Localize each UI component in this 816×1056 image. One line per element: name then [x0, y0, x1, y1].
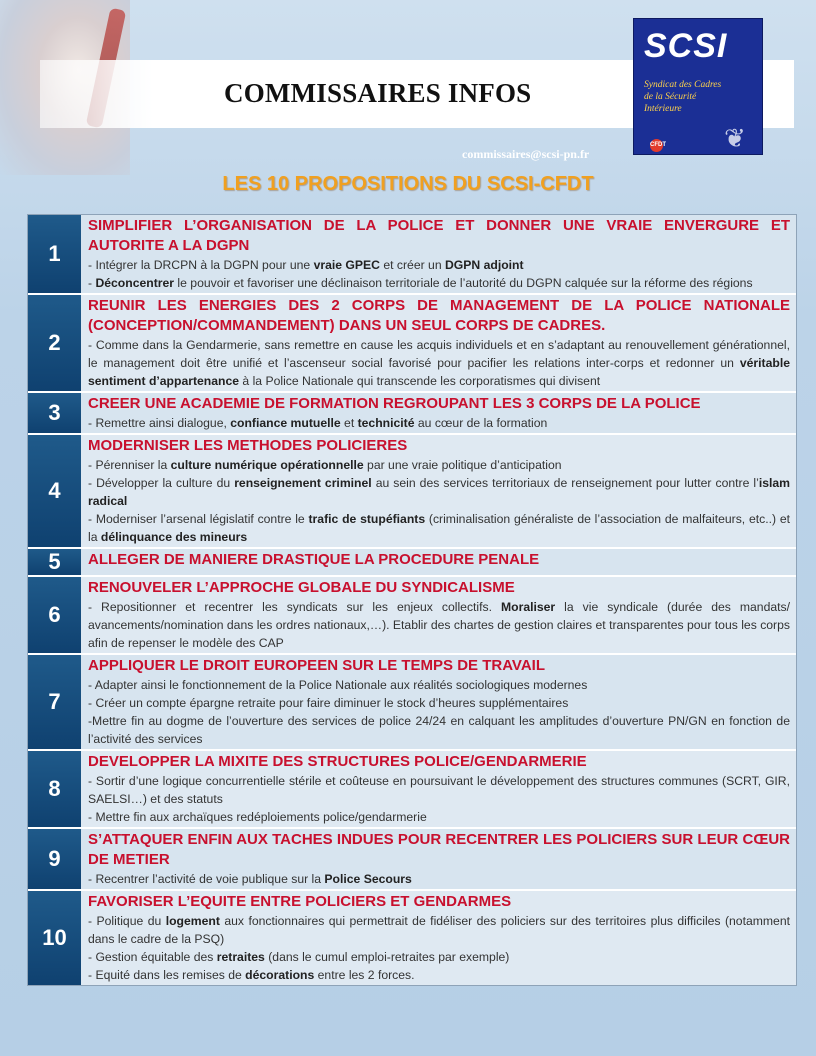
detail-text: (criminalisation généraliste de l’association de malfaiteurs, etc..) et la [88, 512, 791, 544]
proposition-detail [88, 274, 790, 292]
proposition-content [81, 435, 796, 547]
emphasis-text: renseignement criminel [234, 476, 372, 490]
emphasis-text: culture numérique opérationnelle [170, 458, 364, 472]
proposition-heading: CREER UNE ACADEMIE DE FORMATION REGROUPANT LES 3 CORPS DE LA POLICE [88, 395, 701, 412]
emphasis-text: islam radical [88, 476, 790, 508]
emphasis-text: décorations [245, 968, 315, 982]
detail-text: aux fonctionnaires qui permettrait de fidéliser des policiers sur des territoires plus difficiles (notamment dans le cadre de la PSQ) [88, 914, 790, 946]
proposition-detail [88, 808, 790, 826]
emphasis-text: délinquance des mineurs [100, 530, 248, 544]
proposition-detail [88, 414, 790, 432]
detail-text: - Repositionner et recentrer les syndicats sur les enjeux collectifs. [88, 600, 501, 614]
detail-text: - Recentrer l’activité de voie publique sur la [88, 872, 325, 886]
proposition-content [81, 891, 796, 985]
proposition-content [81, 655, 796, 749]
detail-text: -Mettre fin au dogme de l’ouverture des services de police 24/24 en calquant les amplitudes d’ouverture PN/GN en fonction de l’activité des services [88, 714, 790, 746]
detail-text: - Equité dans les remises de [88, 968, 246, 982]
proposition-heading: FAVORISER L’EQUITE ENTRE POLICIERS ET GENDARMES [88, 893, 512, 910]
proposition-heading: SIMPLIFIER L’ORGANISATION DE LA POLICE ET DONNER UNE VRAIE ENVERGURE ET AUTORITE A LA DGPN [88, 217, 790, 254]
proposition-row [28, 655, 796, 751]
detail-text: - Comme dans la Gendarmerie, sans remettre en cause les acquis individuels et en s’adaptant au renouvellement générationnel, le management doit être unifié et l’ascenseur social favorisé pour pacifier les relations inter-corps et redonner un [88, 338, 790, 370]
main-title: LES 10 PROPOSITIONS DU SCSI-CFDT [222, 173, 594, 195]
detail-text: - Adapter ainsi le fonctionnement de la Police Nationale aux réalités sociologiques modernes [88, 678, 588, 692]
proposition-content [81, 393, 796, 433]
detail-text: - Politique du [88, 914, 166, 928]
proposition-detail [88, 474, 790, 510]
proposition-number: 9 [28, 829, 81, 889]
proposition-row [28, 577, 796, 655]
proposition-row [28, 829, 796, 891]
proposition-detail [88, 694, 790, 712]
proposition-row [28, 393, 796, 435]
proposition-detail [88, 510, 790, 546]
proposition-detail [88, 456, 790, 474]
proposition-row [28, 549, 796, 577]
proposition-detail [88, 948, 790, 966]
cfdt-badge: CFDT [650, 139, 663, 152]
proposition-number: 5 [28, 549, 81, 575]
proposition-row [28, 295, 796, 393]
detail-text: entre les 2 forces. [314, 968, 415, 982]
detail-text: - Remettre ainsi dialogue, [88, 416, 231, 430]
proposition-heading: MODERNISER LES METHODES POLICIERES [88, 437, 408, 454]
contact-email[interactable]: commissaires@scsi-pn.fr [462, 147, 590, 161]
proposition-heading: APPLIQUER LE DROIT EUROPEEN SUR LE TEMPS DE TRAVAIL [88, 657, 545, 674]
detail-text: - Moderniser l’arsenal législatif contre le [88, 512, 309, 526]
proposition-row [28, 435, 796, 549]
proposition-content [81, 215, 796, 293]
proposition-number: 7 [28, 655, 81, 749]
detail-text: à la Police Nationale qui transcende les corporatismes qui divisent [239, 374, 601, 388]
proposition-detail [88, 598, 790, 652]
proposition-heading: DEVELOPPER LA MIXITE DES STRUCTURES POLICE/GENDARMERIE [88, 753, 587, 770]
logo-acronym: SCSI [644, 27, 728, 65]
emphasis-text: Moraliser [500, 600, 556, 614]
emphasis-text: DGPN adjoint [445, 258, 524, 272]
detail-text: et créer un [379, 258, 445, 272]
proposition-number: 3 [28, 393, 81, 433]
proposition-number: 2 [28, 295, 81, 391]
detail-text: - [88, 276, 96, 290]
detail-text: et [340, 416, 358, 430]
detail-text: - Pérenniser la [88, 458, 171, 472]
detail-text: le pouvoir et favoriser une déclinaison territoriale de l’autorité du DGPN calquée sur la réforme des régions [174, 276, 753, 290]
detail-text: (dans le cumul emploi-retraites par exemple) [264, 950, 510, 964]
emphasis-text: retraites [216, 950, 265, 964]
emphasis-text: confiance mutuelle [230, 416, 341, 430]
proposition-detail [88, 256, 790, 274]
detail-text: par une vraie politique d’anticipation [363, 458, 562, 472]
proposition-content [81, 295, 796, 391]
emphasis-text: trafic de stupéfiants [308, 512, 426, 526]
proposition-heading: ALLEGER DE MANIERE DRASTIQUE LA PROCEDURE PENALE [88, 551, 540, 568]
olive-branch-icon: ❦ [724, 123, 746, 153]
proposition-detail [88, 676, 790, 694]
emphasis-text: Déconcentrer [95, 276, 175, 290]
proposition-row [28, 751, 796, 829]
proposition-detail [88, 966, 790, 984]
emphasis-text: véritable sentiment d’appartenance [88, 356, 790, 388]
proposition-content [81, 549, 796, 575]
proposition-row [28, 891, 796, 985]
proposition-detail [88, 912, 790, 948]
emphasis-text: Police Secours [324, 872, 412, 886]
detail-text: la vie syndicale (durée des mandats/ avancements/nomination dans les ordres nationaux,…). Etablir des chartes de gestion claires et transparentes pour tous les corps afin de repenser le modèle des CAP [88, 600, 790, 650]
emphasis-text: vraie GPEC [313, 258, 380, 272]
proposition-content [81, 577, 796, 653]
detail-text: - Intégrer la DRCPN à la DGPN pour une [88, 258, 314, 272]
proposition-heading: REUNIR LES ENERGIES DES 2 CORPS DE MANAGEMENT DE LA POLICE NATIONALE (CONCEPTION/COMMANDEMENT) DANS UN SEUL CORPS DE CADRES. [88, 297, 790, 334]
proposition-number: 6 [28, 577, 81, 653]
proposition-detail [88, 870, 790, 888]
proposition-heading: RENOUVELER L’APPROCHE GLOBALE DU SYNDICALISME [88, 579, 515, 596]
detail-text: - Gestion équitable des [88, 950, 217, 964]
detail-text: - Développer la culture du [88, 476, 235, 490]
proposition-number: 1 [28, 215, 81, 293]
proposition-number: 8 [28, 751, 81, 827]
scsi-logo [633, 18, 763, 155]
proposition-detail [88, 772, 790, 808]
proposition-content [81, 751, 796, 827]
proposition-detail [88, 712, 790, 748]
detail-text: - Sortir d’une logique concurrentielle stérile et coûteuse en poursuivant le développement des structures communes (SCRT, GIR, SAELSI…) et des statuts [88, 774, 790, 806]
proposition-content [81, 829, 796, 889]
proposition-number: 4 [28, 435, 81, 547]
emphasis-text: technicité [357, 416, 415, 430]
detail-text: - Mettre fin aux archaïques redéploiements police/gendarmerie [88, 810, 427, 824]
detail-text: au cœur de la formation [414, 416, 548, 430]
proposition-row [28, 215, 796, 295]
proposition-number: 10 [28, 891, 81, 985]
detail-text: au sein des services territoriaux de renseignement pour lutter contre l’ [371, 476, 759, 490]
detail-text: - Créer un compte épargne retraite pour faire diminuer le stock d’heures supplémentaires [88, 696, 569, 710]
proposition-detail [88, 336, 790, 390]
logo-subtitle: Syndicat des Cadres de la Sécurité Intérieure [644, 80, 722, 114]
emphasis-text: logement [165, 914, 220, 928]
proposition-heading: S’ATTAQUER ENFIN AUX TACHES INDUES POUR RECENTRER LES POLICIERS SUR LEUR CŒUR DE METIER [88, 831, 790, 868]
propositions-list [27, 214, 797, 986]
page-title: COMMISSAIRES INFOS [224, 78, 532, 108]
